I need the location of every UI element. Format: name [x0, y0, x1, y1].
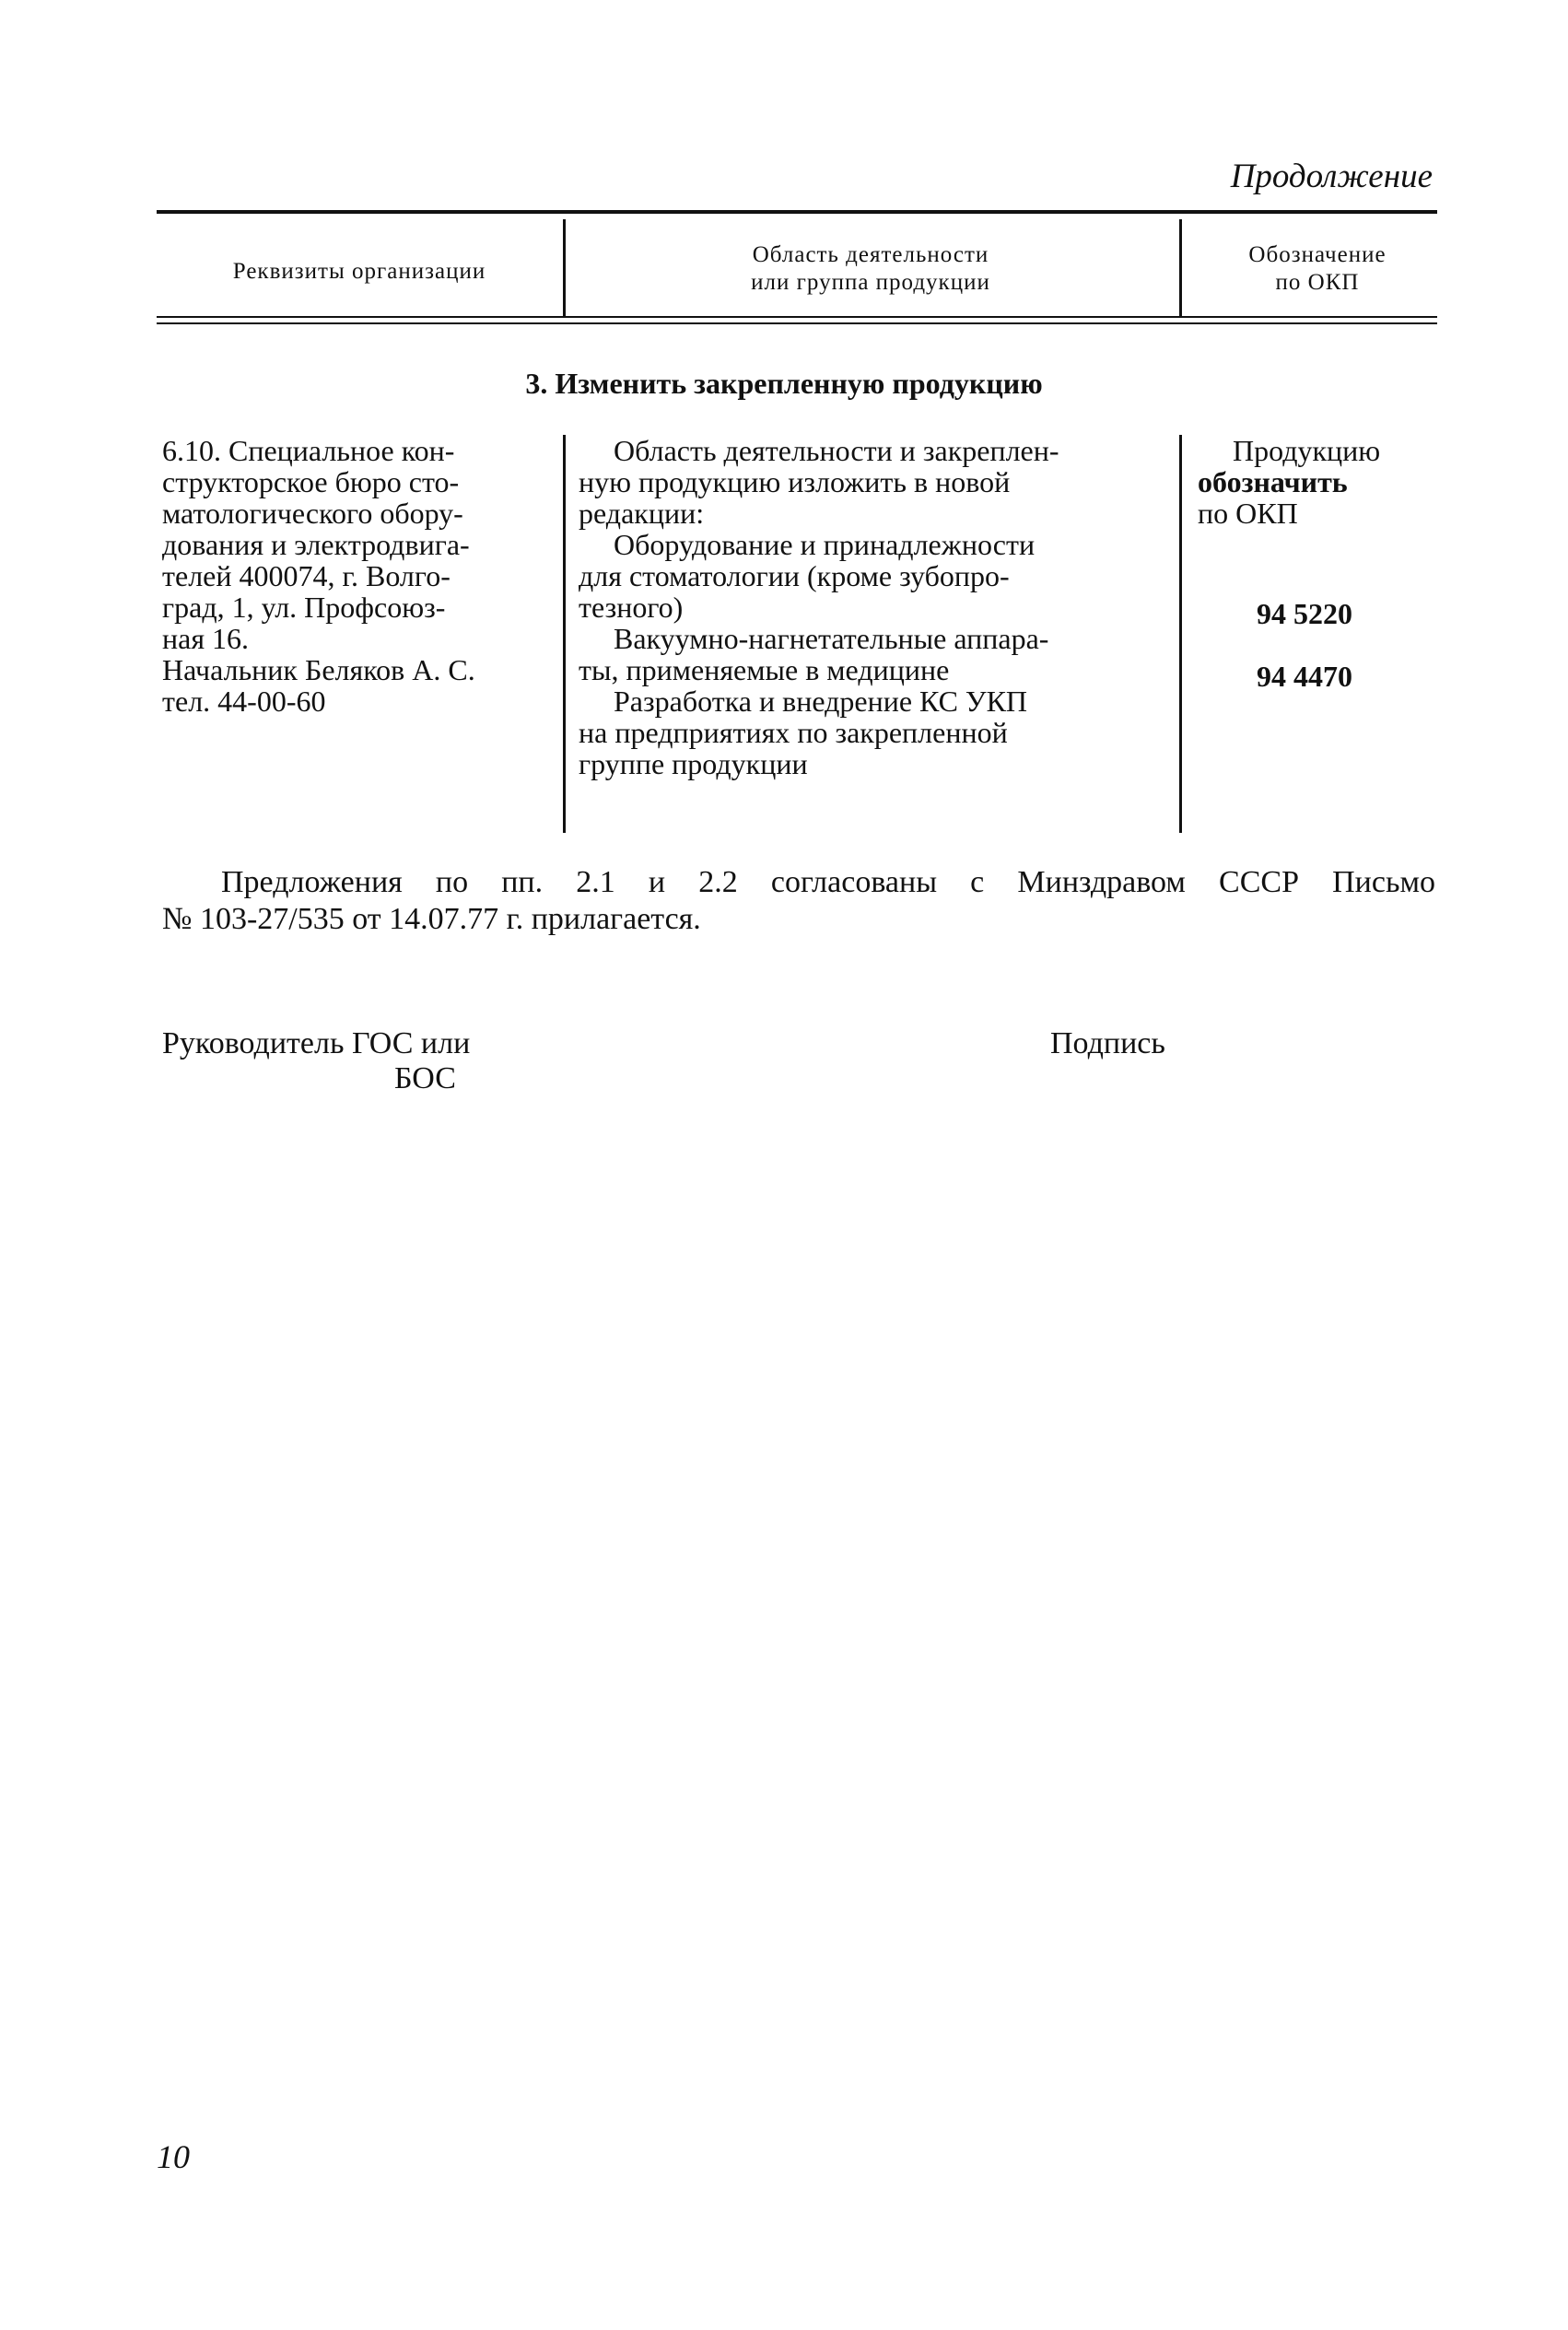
section-title: 3. Изменить закрепленную продукцию — [525, 367, 1043, 400]
header-bottom-rule-1 — [157, 316, 1437, 318]
okp-code-2: 94 4470 — [1257, 660, 1352, 693]
org-line: телей 400074, г. Волго- — [162, 559, 451, 592]
org-line: тел. 44-00-60 — [162, 685, 326, 718]
header-okp-line2: по ОКП — [1275, 270, 1360, 295]
organization-requisites — [162, 435, 547, 717]
approval-note-line1: Предложения по пп. 2.1 и 2.2 согласованы с Минздравом СССР Письмо — [221, 865, 1435, 899]
org-line: ная 16. — [162, 622, 250, 655]
activity-line: Оборудование и принадлежности — [614, 528, 1036, 561]
activity-line: ты, применяемые в медицине — [579, 653, 950, 686]
okp-designation — [1198, 435, 1437, 529]
activity-area — [579, 435, 1166, 779]
activity-line: Разработка и внедрение КС УКП — [614, 685, 1028, 718]
header-activity-line1: Область деятельности — [752, 242, 989, 267]
continuation-label: Продолжение — [1230, 158, 1433, 195]
body-col-divider-2 — [1179, 435, 1182, 833]
header-activity-line2: или группа продукции — [751, 270, 990, 295]
okp-line1: Продукцию — [1233, 434, 1381, 467]
header-org-requisites: Реквизиты организации — [232, 259, 486, 284]
okp-line3: по ОКП — [1198, 497, 1298, 530]
org-line: Начальник Беляков А. С. — [162, 653, 475, 686]
approval-note — [162, 864, 1435, 938]
header-okp-line1: Обозначение — [1248, 242, 1387, 267]
org-line: дования и электродвига- — [162, 528, 470, 561]
signature-position — [162, 1026, 470, 1096]
header-top-rule — [157, 210, 1437, 214]
org-line: структорское бюро сто- — [162, 465, 460, 498]
approval-note-line2: № 103-27/535 от 14.07.77 г. прилагается. — [162, 902, 701, 936]
okp-code-1: 94 5220 — [1257, 597, 1352, 630]
header-activity-area — [580, 241, 1161, 297]
activity-line: для стоматологии (кроме зубопро- — [579, 559, 1010, 592]
activity-line: тезного) — [579, 591, 684, 624]
page-number: 10 — [157, 2138, 190, 2175]
header-col-divider-2 — [1179, 219, 1182, 317]
activity-line: на предприятиях по закрепленной — [579, 716, 1008, 749]
org-line: матологического обору- — [162, 497, 463, 530]
activity-line: ную продукцию изложить в новой — [579, 465, 1011, 498]
org-line: град, 1, ул. Профсоюз- — [162, 591, 446, 624]
header-bottom-rule-2 — [157, 322, 1437, 324]
signature-position-line1: Руководитель ГОС или — [162, 1026, 471, 1060]
header-okp-designation — [1198, 241, 1437, 297]
signature-position-line2: БОС — [394, 1061, 456, 1095]
org-line: 6.10. Специальное кон- — [162, 434, 455, 467]
activity-line: Вакуумно-нагнетательные аппара- — [614, 622, 1049, 655]
activity-line: редакции: — [579, 497, 705, 530]
activity-line: группе продукции — [579, 747, 808, 780]
activity-line: Область деятельности и закреплен- — [614, 434, 1059, 467]
okp-line2: обозначить — [1198, 465, 1348, 498]
body-col-divider-1 — [563, 435, 566, 833]
header-col-divider-1 — [563, 219, 566, 317]
signature-label: Подпись — [1050, 1026, 1165, 1060]
